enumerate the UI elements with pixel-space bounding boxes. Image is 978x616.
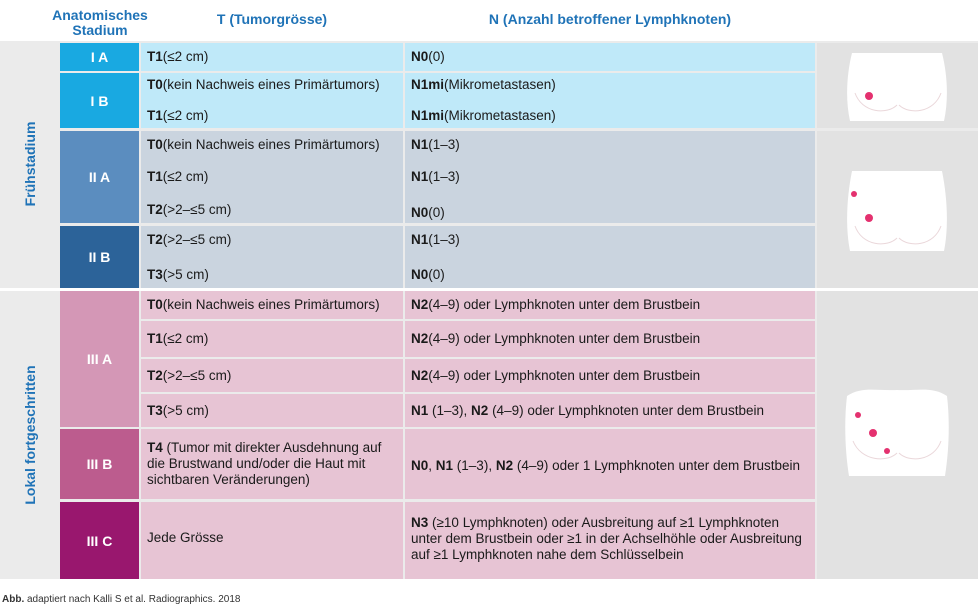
- t-desc: (>2–≤5 cm): [162, 202, 232, 217]
- n-code: N2: [411, 368, 429, 383]
- stage-IIB: II B: [60, 226, 139, 288]
- n-code: N1mi: [411, 108, 445, 123]
- n-code: N2: [411, 297, 429, 312]
- n-text-10: [405, 368, 815, 384]
- t-code: T0: [147, 77, 163, 92]
- n-text-8: [405, 297, 815, 313]
- n-text-12: [405, 458, 815, 474]
- t-desc: (kein Nachweis eines Primärtumors): [162, 77, 380, 92]
- lymph-dot: [855, 412, 861, 418]
- t-code: T2: [147, 232, 163, 247]
- torso-illustration-II: [817, 131, 978, 288]
- n-desc: (Mikrometastasen): [444, 77, 556, 92]
- t-code: T1: [147, 331, 163, 346]
- n-desc: (1–3): [428, 137, 460, 152]
- tumor-dot: [865, 214, 873, 222]
- n-text-2: [405, 108, 815, 124]
- n-desc: (1–3): [428, 169, 460, 184]
- n-line: [411, 515, 809, 563]
- header-t: T (Tumorgrösse): [216, 11, 328, 27]
- n-desc: (0): [428, 267, 445, 282]
- t-text-6: [141, 232, 403, 248]
- group-advanced-label: Lokal fortgeschritten: [22, 365, 38, 505]
- stage-IIIA: III A: [60, 291, 139, 427]
- n-desc: (0): [428, 205, 445, 220]
- t-text-10: [141, 368, 403, 384]
- n-code: N1: [411, 137, 429, 152]
- n-text-5: [405, 205, 815, 221]
- group-early-label: Frühstadium: [22, 121, 38, 207]
- footer-caption: [2, 594, 240, 605]
- illustration-stage-II: [817, 131, 978, 288]
- t-text-9: [141, 331, 403, 347]
- n-desc-2: (4–9) oder Lymphknoten unter dem Brustbein: [488, 403, 764, 418]
- t-text-11: [141, 403, 403, 419]
- tumor-dot: [865, 92, 873, 100]
- illustration-stage-I: [817, 43, 978, 128]
- t-code: T2: [147, 202, 163, 217]
- torso-illustration-I: [817, 43, 978, 128]
- t-desc: (>5 cm): [162, 267, 209, 282]
- t-code: T2: [147, 368, 163, 383]
- t-desc: (kein Nachweis eines Primärtumors): [162, 297, 380, 312]
- n-desc: (≥10 Lymphknoten) oder Ausbreitung auf ≥1 Lymphknoten unter dem Brustbein oder ≥1 in der Achselhöhle oder Ausbreitung auf ≥1 Lymphknoten nahe dem Schlüsselbein: [411, 515, 802, 562]
- header-stage-line2: Stadium: [72, 22, 128, 38]
- lymph-dot: [851, 191, 857, 197]
- n-code: N1: [411, 403, 429, 418]
- t-code: T1: [147, 108, 163, 123]
- t-code: T1: [147, 49, 163, 64]
- n-code-2: N1: [435, 458, 454, 473]
- n-text-3: [405, 137, 815, 153]
- tumor-dot: [869, 429, 877, 437]
- t-text-1: [141, 77, 403, 93]
- t-desc: (Tumor mit direkter Ausdehnung auf die Brustwand und/oder die Haut mit sichtbaren Veränderungen): [147, 440, 382, 487]
- t-text-13: [141, 530, 403, 546]
- n-text-11: [405, 403, 815, 419]
- t-desc: (≤2 cm): [162, 108, 209, 123]
- t-desc: (>2–≤5 cm): [162, 368, 232, 383]
- n-desc: (1–3),: [428, 403, 472, 418]
- n-code: N2: [411, 331, 429, 346]
- n-desc: ,: [428, 458, 436, 473]
- n-desc: (4–9) oder Lymphknoten unter dem Brustbein: [428, 368, 701, 383]
- n-desc: (0): [428, 49, 445, 64]
- t-text-4: [141, 169, 403, 185]
- header-stage-line1: Anatomisches: [52, 7, 148, 23]
- t-desc: (≤2 cm): [162, 169, 209, 184]
- torso-illustration-III: [817, 291, 978, 579]
- stage-IIIC: III C: [60, 502, 139, 579]
- n-code: N3: [411, 515, 429, 530]
- tumor-dot: [884, 448, 890, 454]
- stage-IB: I B: [60, 73, 139, 128]
- n-code: N0: [411, 267, 429, 282]
- t-code: T1: [147, 169, 163, 184]
- n-code: N0: [411, 49, 429, 64]
- t-text-0: [141, 49, 403, 65]
- n-code: N1mi: [411, 77, 445, 92]
- n-text-7: [405, 267, 815, 283]
- t-code: T3: [147, 403, 163, 418]
- n-desc: (4–9) oder Lymphknoten unter dem Brustbein: [428, 297, 701, 312]
- stage-IIA: II A: [60, 131, 139, 223]
- t-text-2: [141, 108, 403, 124]
- n-text-9: [405, 331, 815, 347]
- t-code: T0: [147, 297, 163, 312]
- n-line: [411, 403, 764, 419]
- t-text-8: [141, 297, 403, 313]
- n-text-4: [405, 169, 815, 185]
- n-code-3: N2: [495, 458, 514, 473]
- n-code: N0: [411, 205, 429, 220]
- t-desc: (>5 cm): [162, 403, 209, 418]
- n-code: N0: [411, 458, 429, 473]
- t-code: T0: [147, 137, 163, 152]
- footer-text: adaptiert nach Kalli S et al. Radiographics. 2018: [24, 594, 241, 605]
- n-text-6: [405, 232, 815, 248]
- n-line: [411, 458, 800, 474]
- t-text-5: [141, 202, 403, 218]
- n-desc: (Mikrometastasen): [444, 108, 556, 123]
- t-code: T3: [147, 267, 163, 282]
- n-desc-2: (1–3),: [453, 458, 496, 473]
- t-line: [147, 440, 397, 488]
- t-desc: (≤2 cm): [162, 331, 209, 346]
- stage-IIIB: III B: [60, 429, 139, 499]
- t-desc: (kein Nachweis eines Primärtumors): [162, 137, 380, 152]
- t-desc: (>2–≤5 cm): [162, 232, 232, 247]
- n-text-0: [405, 49, 815, 65]
- n-code: N1: [411, 169, 429, 184]
- t-text-7: [141, 267, 403, 283]
- n-code-2: N2: [471, 403, 489, 418]
- t-text-12: [141, 437, 403, 491]
- t-desc: (≤2 cm): [162, 49, 209, 64]
- t-desc: Jede Grösse: [147, 530, 224, 545]
- t-code: T4: [147, 440, 163, 455]
- footer-bold: Abb.: [2, 594, 25, 605]
- header-n: N (Anzahl betroffener Lymphknoten): [488, 11, 732, 27]
- n-desc: (1–3): [428, 232, 460, 247]
- n-code: N1: [411, 232, 429, 247]
- n-text-1: [405, 77, 815, 93]
- stage-IA: I A: [60, 43, 139, 71]
- n-desc-3: (4–9) oder 1 Lymphknoten unter dem Brustbein: [513, 458, 801, 473]
- n-desc: (4–9) oder Lymphknoten unter dem Brustbein: [428, 331, 701, 346]
- illustration-stage-III: [817, 291, 978, 579]
- t-text-3: [141, 137, 403, 153]
- n-text-13: [405, 512, 815, 566]
